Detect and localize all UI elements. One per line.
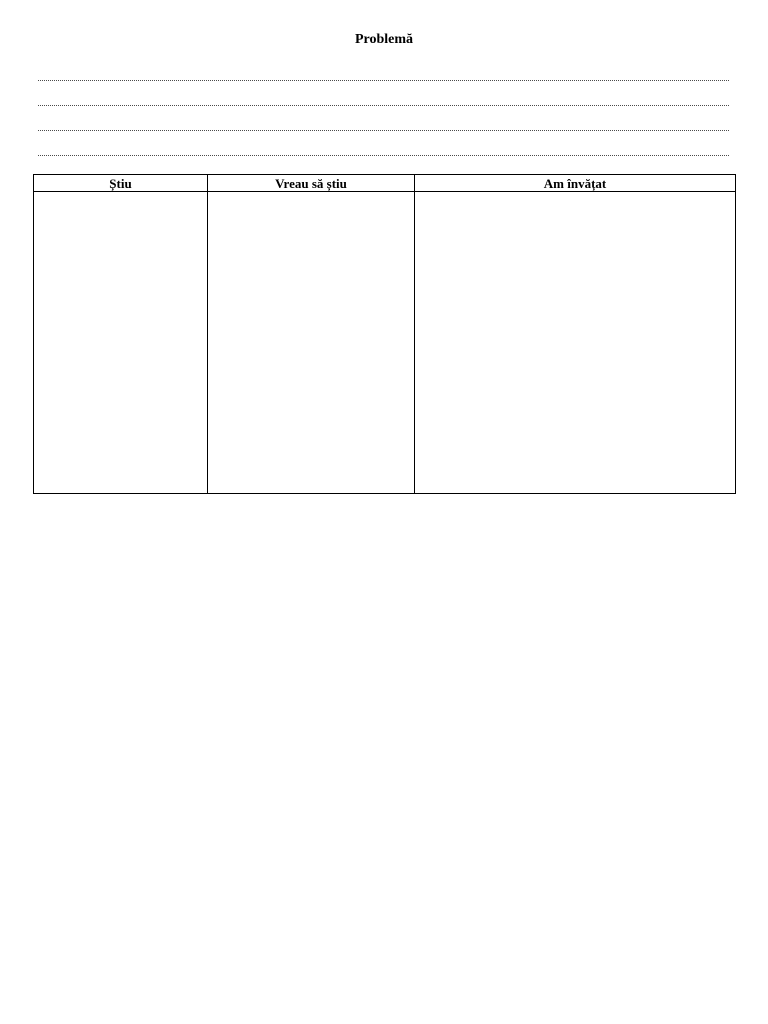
kwl-table	[33, 174, 736, 494]
answer-line-4	[38, 155, 729, 156]
cell-learned	[415, 192, 736, 494]
cell-know	[34, 192, 208, 494]
table-header-row	[34, 175, 736, 192]
page-title: Problemă	[354, 32, 414, 47]
column-header-learned: Am învățat	[415, 175, 736, 192]
answer-line-2	[38, 105, 729, 106]
answer-line-3	[38, 130, 729, 131]
column-header-know: Știu	[34, 175, 208, 192]
cell-want-to-know	[208, 192, 415, 494]
column-header-want-to-know: Vreau să știu	[208, 175, 415, 192]
answer-line-1	[38, 80, 729, 81]
table-row	[34, 192, 736, 494]
